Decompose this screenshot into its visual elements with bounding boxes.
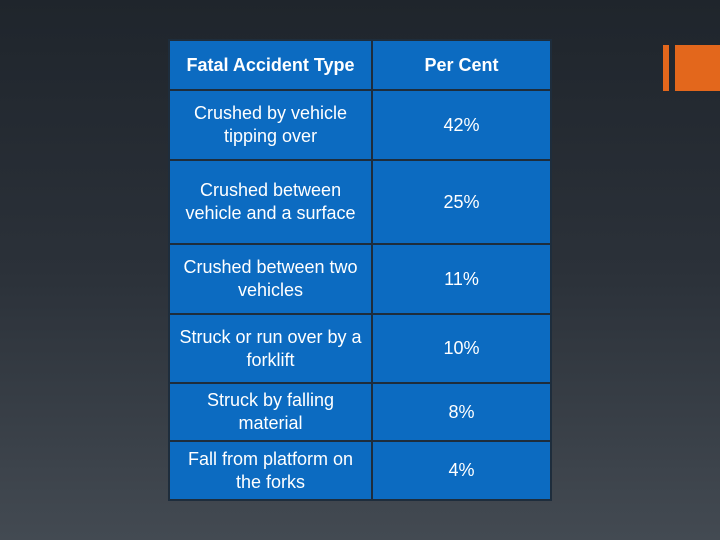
accident-table-container [168, 39, 552, 501]
percent-cell: 4% [373, 442, 550, 499]
table-row [170, 384, 550, 440]
accident-type-cell: Fall from platform on the forks [170, 442, 371, 499]
percent-cell: 10% [373, 315, 550, 382]
table-row [170, 442, 550, 499]
accident-type-cell: Crushed between vehicle and a surface [170, 161, 371, 243]
header-accident-type: Fatal Accident Type [170, 41, 371, 89]
accent-block-decoration [675, 45, 720, 91]
percent-cell: 42% [373, 91, 550, 159]
table-row [170, 245, 550, 313]
table-row [170, 91, 550, 159]
table-row [170, 161, 550, 243]
header-per-cent: Per Cent [373, 41, 550, 89]
accident-type-cell: Struck by falling material [170, 384, 371, 440]
percent-cell: 25% [373, 161, 550, 243]
accent-bar-decoration [663, 45, 669, 91]
table-header-row [170, 41, 550, 89]
accident-type-cell: Crushed by vehicle tipping over [170, 91, 371, 159]
accident-type-cell: Struck or run over by a forklift [170, 315, 371, 382]
accident-type-cell: Crushed between two vehicles [170, 245, 371, 313]
table-row [170, 315, 550, 382]
percent-cell: 8% [373, 384, 550, 440]
percent-cell: 11% [373, 245, 550, 313]
accident-table [168, 39, 552, 501]
